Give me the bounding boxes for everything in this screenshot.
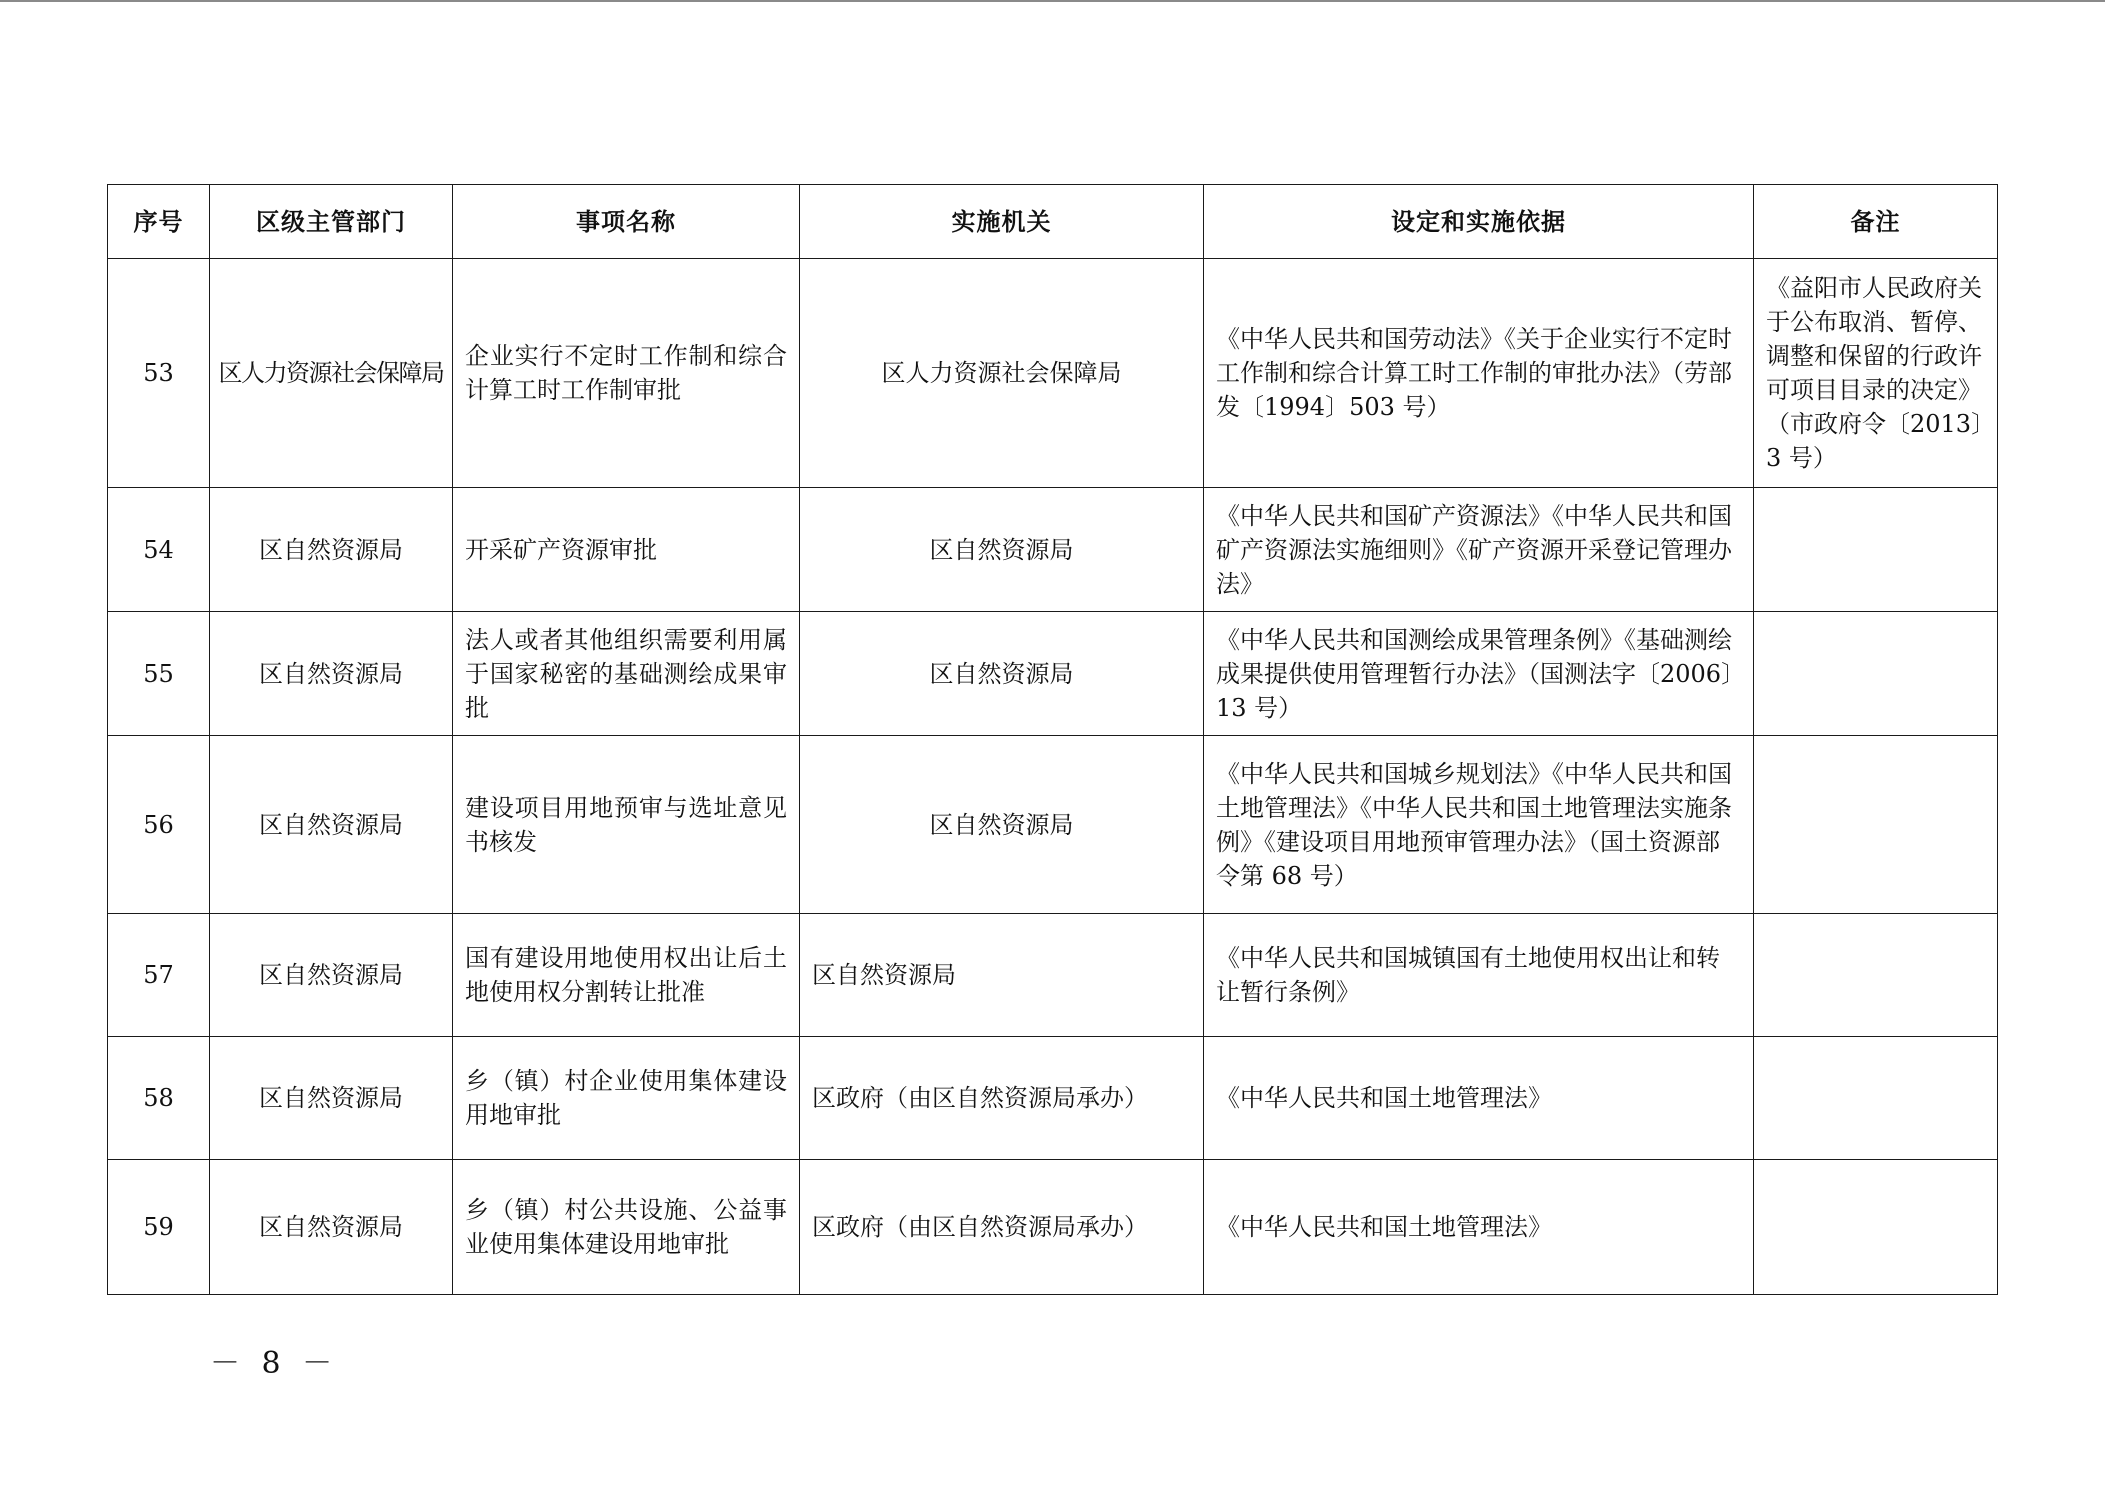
row-note bbox=[1754, 488, 1998, 612]
table-row bbox=[108, 259, 1998, 488]
row-note bbox=[1754, 914, 1998, 1037]
row-name: 乡（镇）村公共设施、公益事业使用集体建设用地审批 bbox=[453, 1160, 800, 1295]
row-name: 建设项目用地预审与选址意见书核发 bbox=[453, 736, 800, 914]
table-row bbox=[108, 1037, 1998, 1160]
row-basis: 《中华人民共和国城镇国有土地使用权出让和转让暂行条例》 bbox=[1204, 914, 1754, 1037]
row-note bbox=[1754, 736, 1998, 914]
table-row bbox=[108, 736, 1998, 914]
header-org: 实施机关 bbox=[800, 185, 1204, 259]
row-org: 区自然资源局 bbox=[800, 914, 1204, 1037]
table-row bbox=[108, 612, 1998, 736]
row-name: 开采矿产资源审批 bbox=[453, 488, 800, 612]
permits-table bbox=[107, 184, 1998, 1295]
row-seq: 59 bbox=[108, 1160, 210, 1295]
row-name: 乡（镇）村企业使用集体建设用地审批 bbox=[453, 1037, 800, 1160]
row-org: 区政府（由区自然资源局承办） bbox=[800, 1160, 1204, 1295]
row-seq: 58 bbox=[108, 1037, 210, 1160]
row-dept: 区自然资源局 bbox=[210, 488, 453, 612]
row-name: 企业实行不定时工作制和综合计算工时工作制审批 bbox=[453, 259, 800, 488]
row-org: 区自然资源局 bbox=[800, 736, 1204, 914]
row-basis: 《中华人民共和国矿产资源法》《中华人民共和国矿产资源法实施细则》《矿产资源开采登记管理办法》 bbox=[1204, 488, 1754, 612]
row-note bbox=[1754, 612, 1998, 736]
row-seq: 53 bbox=[108, 259, 210, 488]
row-note bbox=[1754, 1037, 1998, 1160]
row-seq: 55 bbox=[108, 612, 210, 736]
row-seq: 54 bbox=[108, 488, 210, 612]
row-name: 国有建设用地使用权出让后土地使用权分割转让批准 bbox=[453, 914, 800, 1037]
row-dept: 区自然资源局 bbox=[210, 1037, 453, 1160]
table-row bbox=[108, 488, 1998, 612]
row-seq: 57 bbox=[108, 914, 210, 1037]
header-basis: 设定和实施依据 bbox=[1204, 185, 1754, 259]
header-dept: 区级主管部门 bbox=[210, 185, 453, 259]
row-basis: 《中华人民共和国城乡规划法》《中华人民共和国土地管理法》《中华人民共和国土地管理法实施条例》《建设项目用地预审管理办法》（国土资源部令第 68 号） bbox=[1204, 736, 1754, 914]
top-rule bbox=[0, 0, 2105, 2]
row-dept: 区自然资源局 bbox=[210, 736, 453, 914]
row-basis: 《中华人民共和国测绘成果管理条例》《基础测绘成果提供使用管理暂行办法》（国测法字〔2006〕13 号） bbox=[1204, 612, 1754, 736]
row-dept: 区自然资源局 bbox=[210, 612, 453, 736]
row-note: 《益阳市人民政府关于公布取消、暂停、调整和保留的行政许可项目目录的决定》（市政府令〔2013〕3 号） bbox=[1754, 259, 1998, 488]
row-note bbox=[1754, 1160, 1998, 1295]
row-name: 法人或者其他组织需要利用属于国家秘密的基础测绘成果审批 bbox=[453, 612, 800, 736]
row-org: 区自然资源局 bbox=[800, 488, 1204, 612]
row-org: 区人力资源社会保障局 bbox=[800, 259, 1204, 488]
table-header-row bbox=[108, 185, 1998, 259]
row-basis: 《中华人民共和国土地管理法》 bbox=[1204, 1037, 1754, 1160]
row-org: 区自然资源局 bbox=[800, 612, 1204, 736]
header-name: 事项名称 bbox=[453, 185, 800, 259]
row-dept: 区人力资源社会保障局 bbox=[210, 259, 453, 488]
header-seq: 序号 bbox=[108, 185, 210, 259]
row-dept: 区自然资源局 bbox=[210, 914, 453, 1037]
row-dept: 区自然资源局 bbox=[210, 1160, 453, 1295]
table-row bbox=[108, 914, 1998, 1037]
row-basis: 《中华人民共和国土地管理法》 bbox=[1204, 1160, 1754, 1295]
header-note: 备注 bbox=[1754, 185, 1998, 259]
page-number: － 8 － bbox=[210, 1346, 339, 1381]
table-row bbox=[108, 1160, 1998, 1295]
row-basis: 《中华人民共和国劳动法》《关于企业实行不定时工作制和综合计算工时工作制的审批办法》（劳部发〔1994〕503 号） bbox=[1204, 259, 1754, 488]
row-org: 区政府（由区自然资源局承办） bbox=[800, 1037, 1204, 1160]
row-seq: 56 bbox=[108, 736, 210, 914]
